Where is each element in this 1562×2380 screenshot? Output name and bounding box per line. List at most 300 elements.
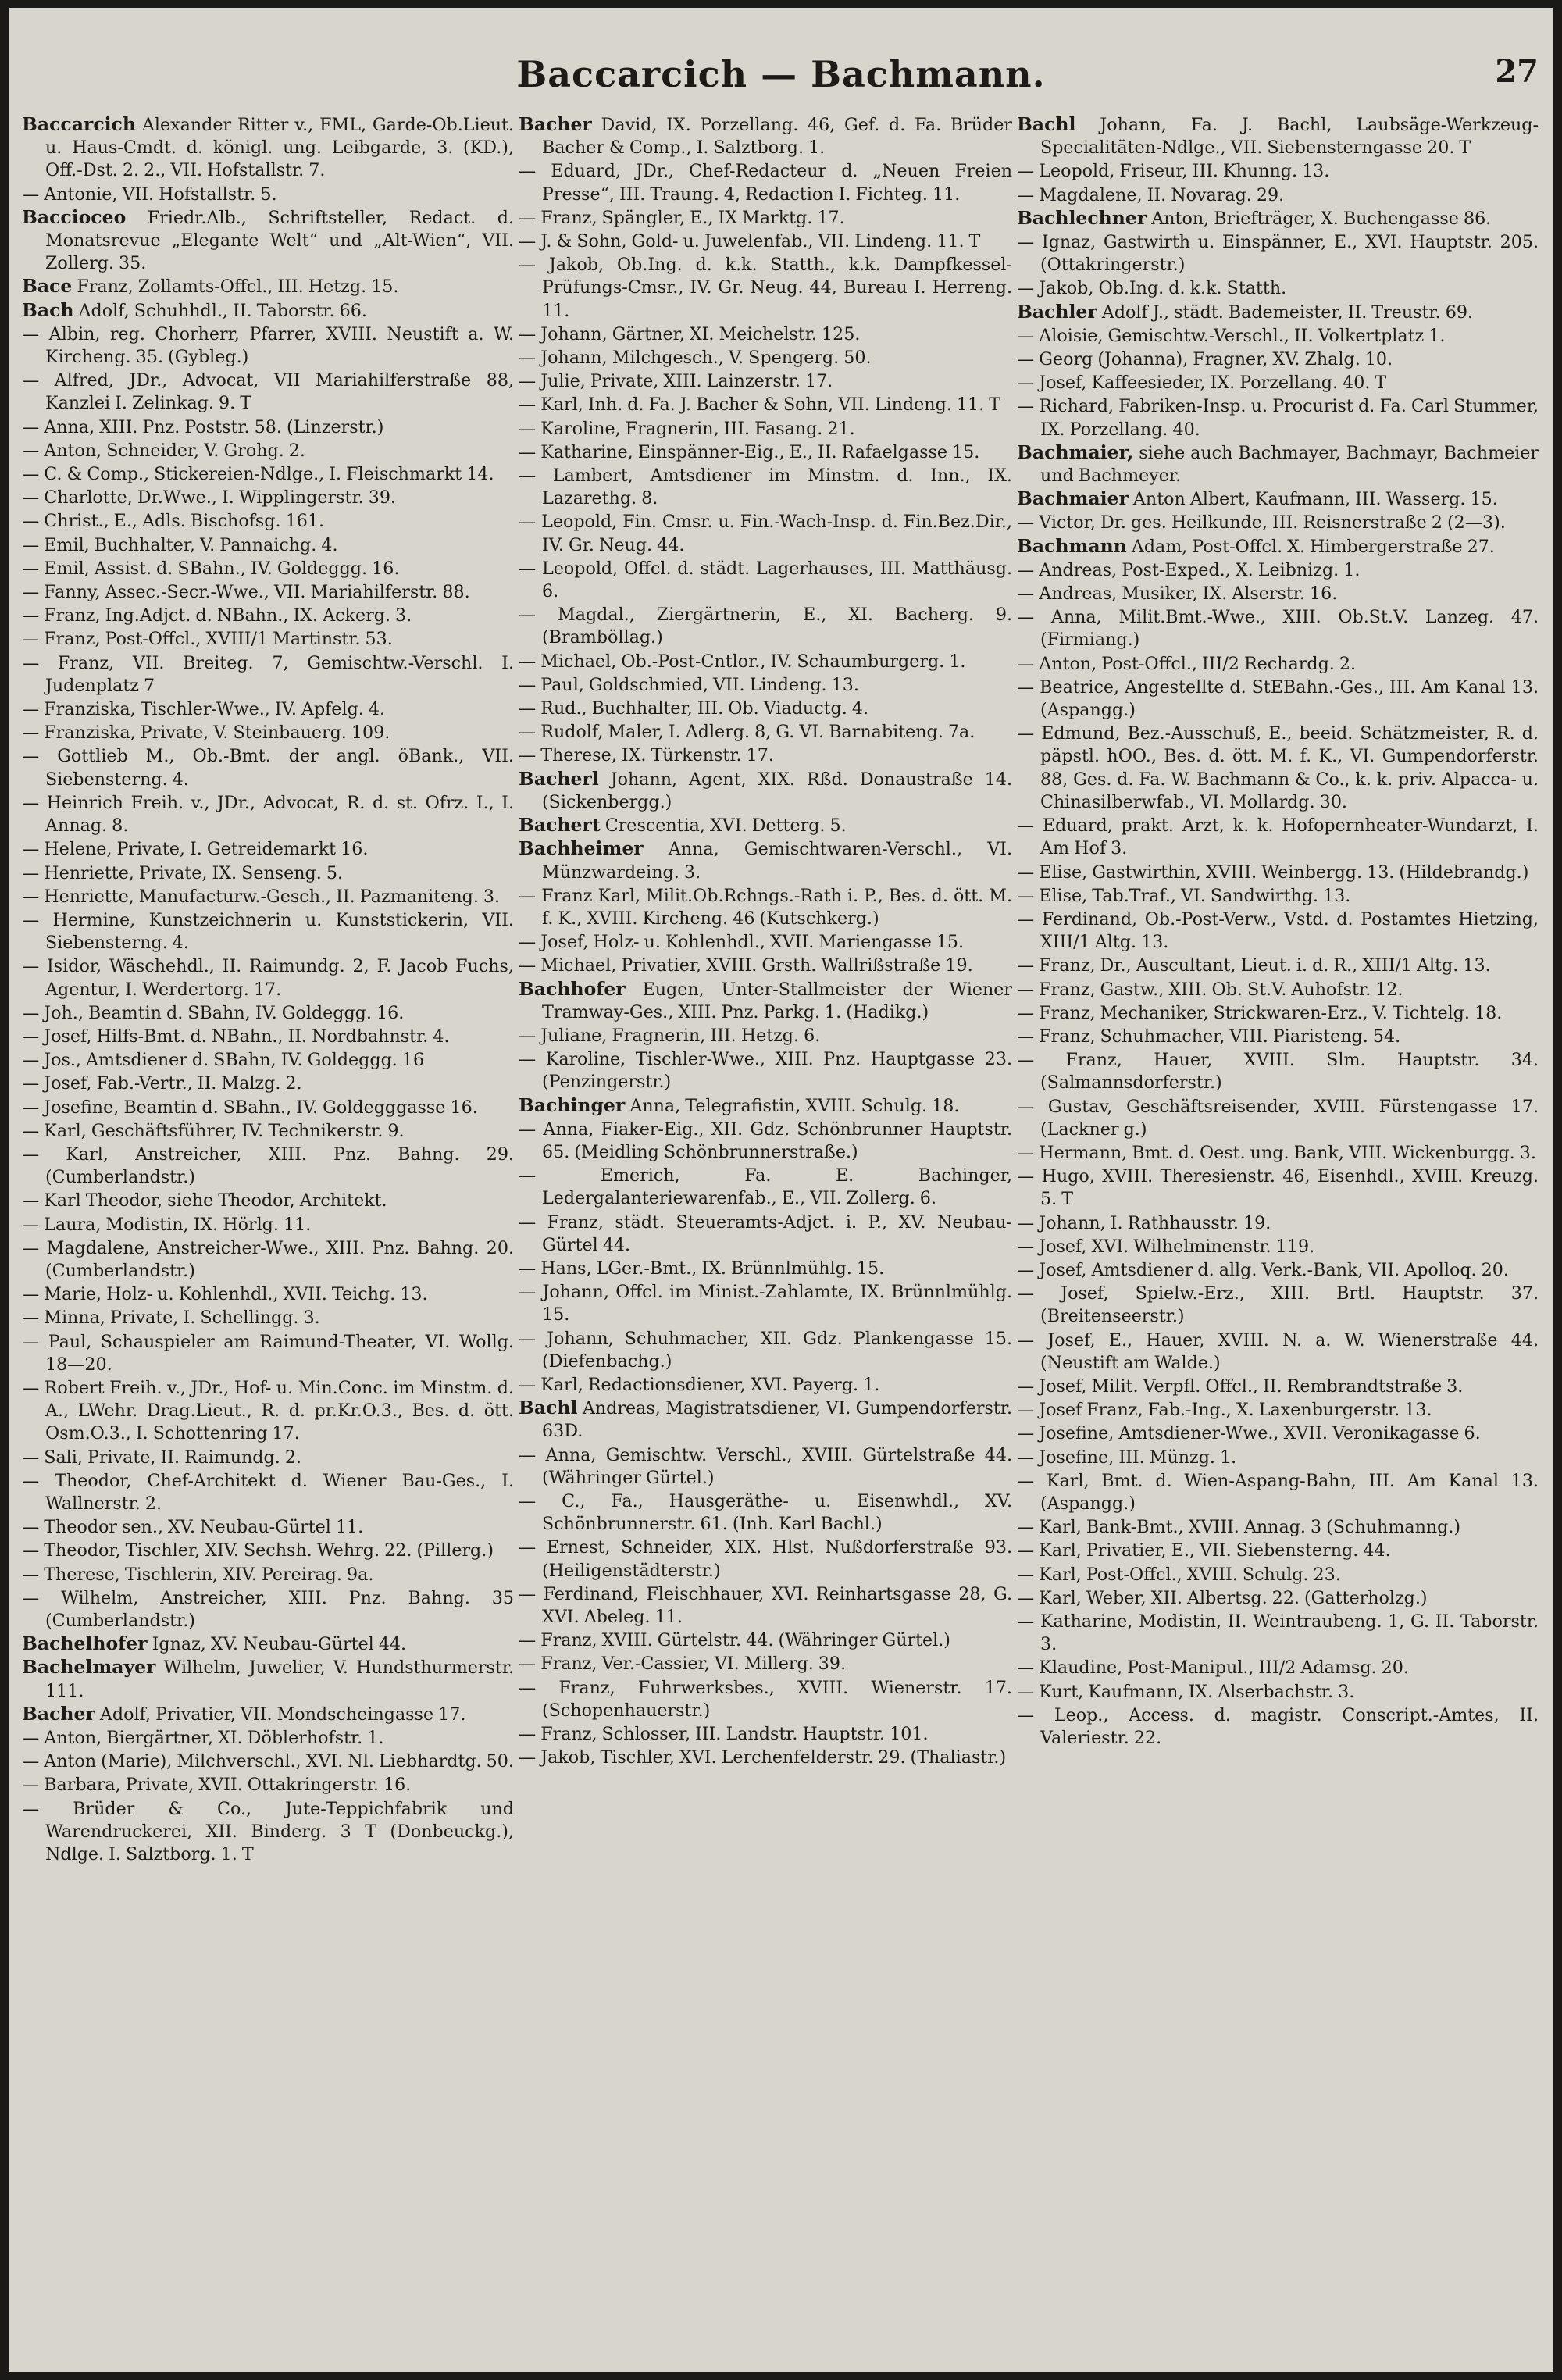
entry-text: — Michael, Privatier, XVIII. Grsth. Wallrißstraße 19. xyxy=(519,955,973,976)
directory-entry xyxy=(519,814,1012,837)
directory-entry xyxy=(22,275,514,298)
entry-text: — Anton, Biergärtner, XI. Döblerhofstr. 1. xyxy=(22,1728,384,1749)
entry-headword: Bachert xyxy=(519,814,601,837)
directory-entry xyxy=(1017,1515,1539,1539)
directory-entry xyxy=(22,369,514,415)
entry-text: Adolf J., städt. Bademeister, II. Treustr. 69. xyxy=(1097,302,1473,323)
entry-text: — Josef, Hilfs-Bmt. d. NBahn., II. Nordbahnstr. 4. xyxy=(22,1026,450,1047)
directory-entry xyxy=(1017,207,1539,230)
directory-entry xyxy=(1017,511,1539,534)
directory-entry xyxy=(22,1330,514,1376)
entry-text: — Josef, Amtsdiener d. allg. Verk.-Bank, VII. Apolloq. 20. xyxy=(1017,1259,1509,1280)
entry-text: — Emerich, Fa. E. Bachinger, Ledergalanteriewarenfab., E., VII. Zollerg. 6. xyxy=(519,1165,1012,1209)
directory-entry xyxy=(1017,978,1539,1001)
directory-entry xyxy=(519,464,1012,510)
entry-text: — Johann, Offcl. im Minist.-Zahlamte, IX. Brünnlmühlg. 15. xyxy=(519,1282,1012,1326)
directory-entry xyxy=(1017,1141,1539,1165)
column-2 xyxy=(519,113,1012,2363)
directory-entry xyxy=(1017,1282,1539,1328)
directory-entry xyxy=(22,651,514,698)
entry-text: — Franz, Schuhmacher, VIII. Piaristeng. 54. xyxy=(1017,1026,1401,1047)
directory-entry xyxy=(519,1164,1012,1210)
entry-text: siehe auch Bachmayer, Bachmayr, Bachmeier und Bachmeyer. xyxy=(1040,442,1539,487)
entry-text: — Jos., Amtsdiener d. SBahn, IV. Goldeggg. 16 xyxy=(22,1050,425,1071)
entry-text: — Lambert, Amtsdiener im Minstm. d. Inn., IX. Lazarethg. 8. xyxy=(519,466,1012,509)
directory-entry xyxy=(519,1652,1012,1675)
directory-entry xyxy=(1017,487,1539,511)
entry-text: — Franz, VII. Breiteg. 7, Gemischtw.-Verschl. I. Judenplatz 7 xyxy=(22,652,514,696)
directory-entry xyxy=(22,206,514,276)
entry-text: — Franz, Dr., Auscultant, Lieut. i. d. R., XIII/1 Altg. 13. xyxy=(1017,955,1491,976)
directory-entry xyxy=(1017,1329,1539,1375)
entry-headword: Bachelhofer xyxy=(22,1632,148,1655)
entry-text: — Leop., Access. d. magistr. Conscript.-Amtes, II. Valeriestr. 22. xyxy=(1017,1704,1539,1749)
directory-entry xyxy=(519,673,1012,697)
entry-headword: Bachmaier xyxy=(1017,487,1129,510)
directory-entry xyxy=(519,1327,1012,1373)
entry-text: — Anton, Schneider, V. Grohg. 2. xyxy=(22,440,305,461)
entry-text: — Ferdinand, Ob.-Post-Verw., Vstd. d. Postamtes Hietzing, XIII/1 Altg. 13. xyxy=(1017,908,1539,953)
directory-entry xyxy=(1017,1398,1539,1422)
entry-text: — C., Fa., Hausgeräthe- u. Eisenwhdl., XV. Schönbrunnerstr. 61. (Inh. Karl Bachl.) xyxy=(519,1490,1012,1535)
entry-text: — Charlotte, Dr.Wwe., I. Wipplingerstr. 39. xyxy=(22,487,397,508)
directory-entry xyxy=(1017,1422,1539,1445)
entry-text: — Franz, Post-Offcl., XVIII/1 Martinstr. 53. xyxy=(22,629,393,650)
entry-text: — Sali, Private, II. Raimundg. 2. xyxy=(22,1447,301,1468)
entry-headword: Bachhofer xyxy=(519,977,626,1000)
directory-entry xyxy=(22,627,514,651)
directory-entry xyxy=(1017,441,1539,487)
entry-text: — Anna, Fiaker-Eig., XII. Gdz. Schönbrunner Hauptstr. 65. (Meidling Schönbrunnerstraße.) xyxy=(519,1119,1012,1162)
entry-text: — Josefine, III. Münzg. 1. xyxy=(1017,1447,1237,1468)
directory-entry xyxy=(519,346,1012,369)
entry-text: — Magdalene, Anstreicher-Wwe., XIII. Pnz. Bahng. 20. (Cumberlandstr.) xyxy=(22,1237,514,1281)
directory-entry xyxy=(1017,394,1539,441)
entry-text: — Edmund, Bez.-Ausschuß, E., beeid. Schätzmeister, R. d. päpstl. hOO., Bes. d. ött. M. f. K., VI. Gumpendorferstr. 88, Ges. d. Fa. W. Bachmann & Co., k. k. priv. Alpacca- u. Chinasilberwfab., VI. Mollardg. 30. xyxy=(1017,723,1539,812)
directory-entry xyxy=(22,862,514,885)
directory-entry xyxy=(22,698,514,721)
directory-entry xyxy=(22,1586,514,1632)
directory-entry xyxy=(519,1094,1012,1118)
entry-text: — Victor, Dr. ges. Heilkunde, III. Reisnerstraße 2 (2—3). xyxy=(1017,512,1506,533)
entry-text: — Josef, Holz- u. Kohlenhdl., XVII. Mariengasse 15. xyxy=(519,932,965,953)
entry-headword: Bachmaier, xyxy=(1017,441,1134,463)
entry-headword: Bachheimer xyxy=(519,837,644,860)
entry-text: — Josef, Milit. Verpfl. Offcl., II. Rembrandtstraße 3. xyxy=(1017,1376,1464,1397)
entry-text: Anton Albert, Kaufmann, III. Wasserg. 15. xyxy=(1128,489,1498,510)
directory-entry xyxy=(519,930,1012,954)
entry-headword: Baccarcich xyxy=(22,113,136,135)
entry-text: — Karl, Weber, XII. Albertsg. 22. (Gatterholzg.) xyxy=(1017,1587,1428,1608)
entry-text: — Anna, Milit.Bmt.-Wwe., XIII. Ob.St.V. Lanzeg. 47. (Firmiang.) xyxy=(1017,607,1539,651)
directory-entry xyxy=(1017,814,1539,860)
entry-text: — Karl, Inh. d. Fa. J. Bacher & Sohn, VII. Lindeng. 11. T xyxy=(519,394,1001,416)
directory-entry xyxy=(22,486,514,509)
entry-text: — Karl, Privatier, E., VII. Siebensterng. 44. xyxy=(1017,1540,1391,1561)
entry-text: — Emil, Buchhalter, V. Pannaichg. 4. xyxy=(22,534,338,555)
entry-text: — Franziska, Tischler-Wwe., IV. Apfelg. 4. xyxy=(22,699,386,720)
entry-text: — Katharine, Einspänner-Eig., E., II. Rafaelgasse 15. xyxy=(519,441,980,462)
entry-text: — Theodor, Chef-Architekt d. Wiener Bau-Ges., I. Wallnerstr. 2. xyxy=(22,1470,514,1514)
directory-entry xyxy=(519,323,1012,346)
directory-entry xyxy=(22,837,514,861)
directory-entry xyxy=(22,113,514,183)
directory-entry xyxy=(1017,1446,1539,1469)
directory-entry xyxy=(519,441,1012,464)
directory-entry xyxy=(1017,159,1539,183)
entry-text: Anna, Gemischtwaren-Verschl., VI. Münzwardeing. 3. xyxy=(542,839,1012,883)
directory-entry xyxy=(519,1722,1012,1746)
entry-text: — Eduard, prakt. Arzt, k. k. Hofopernheater-Wundarzt, I. Am Hof 3. xyxy=(1017,815,1539,859)
directory-entry xyxy=(22,183,514,206)
directory-entry xyxy=(1017,1469,1539,1515)
entry-text: — Karl, Bmt. d. Wien-Aspang-Bahn, III. Am Kanal 13. (Aspangg.) xyxy=(1017,1470,1539,1514)
entry-text: — Laura, Modistin, IX. Hörlg. 11. xyxy=(22,1214,312,1235)
directory-entry xyxy=(519,369,1012,393)
directory-entry xyxy=(22,1446,514,1469)
directory-entry xyxy=(519,1397,1012,1443)
entry-headword: Bacherl xyxy=(519,767,599,790)
directory-entry xyxy=(1017,1165,1539,1211)
entry-text: — Marie, Holz- u. Kohlenhdl., XVII. Teichg. 13. xyxy=(22,1284,428,1305)
entry-text: Anna, Telegrafistin, XVIII. Schulg. 18. xyxy=(625,1095,960,1116)
entry-text: — Theodor sen., XV. Neubau-Gürtel 11. xyxy=(22,1517,364,1538)
directory-entry xyxy=(22,1750,514,1773)
entry-text: — Julie, Private, XIII. Lainzerstr. 17. xyxy=(519,371,833,392)
directory-entry xyxy=(22,299,514,323)
entry-text: — Therese, Tischlerin, XIV. Pereirag. 9a. xyxy=(22,1564,374,1585)
directory-entry xyxy=(1017,371,1539,394)
directory-entry xyxy=(1017,1025,1539,1048)
entry-text: — Karl, Post-Offcl., XVIII. Schulg. 23. xyxy=(1017,1564,1341,1585)
entry-text: Ignaz, XV. Neubau-Gürtel 44. xyxy=(147,1634,407,1655)
directory-entry xyxy=(519,650,1012,673)
directory-entry xyxy=(1017,1680,1539,1704)
directory-entry xyxy=(22,1563,514,1586)
entry-text: — Paul, Goldschmied, VII. Lindeng. 13. xyxy=(519,674,859,695)
entry-text: — Josef, Spielw.-Erz., XIII. Brtl. Hauptstr. 37. (Breitenseerstr.) xyxy=(1017,1283,1539,1327)
directory-entry xyxy=(519,837,1012,883)
directory-entry xyxy=(22,1072,514,1095)
directory-entry xyxy=(1017,1235,1539,1258)
entry-text: — Franz, Ing.Adjct. d. NBahn., IX. Ackerg. 3. xyxy=(22,605,412,626)
entry-text: — Albin, reg. Chorherr, Pfarrer, XVIII. Neustift a. W. Kircheng. 35. (Gybleg.) xyxy=(22,323,514,368)
entry-text: Franz, Zollamts-Offcl., III. Hetzg. 15. xyxy=(72,277,399,298)
entry-headword: Bacher xyxy=(22,1702,95,1725)
entry-text: Johann, Agent, XIX. Rßd. Donaustraße 14. (Sickenbergg.) xyxy=(542,769,1012,812)
directory-entry xyxy=(1017,861,1539,884)
entry-text: — Ferdinand, Fleischhauer, XVI. Reinhartsgasse 28, G. XVI. Abeleg. 11. xyxy=(519,1583,1012,1627)
directory-entry xyxy=(22,1143,514,1189)
directory-entry xyxy=(519,510,1012,556)
entry-text: — Franziska, Private, V. Steinbauerg. 109. xyxy=(22,723,390,744)
entry-text: — Josef, E., Hauer, XVIII. N. a. W. Wienerstraße 44. (Neustift am Walde.) xyxy=(1017,1329,1539,1373)
entry-text: — Franz Karl, Milit.Ob.Rchngs.-Rath i. P., Bes. d. ött. M. f. K., XVIII. Kircheng. 46 (Kutschkerg.) xyxy=(519,885,1012,929)
entry-text: — Franz, Gastw., XIII. Ob. St.V. Auhofstr. 12. xyxy=(1017,979,1403,1000)
directory-entry xyxy=(22,1306,514,1329)
entry-text: — Josefine, Amtsdiener-Wwe., XVII. Veronikagasse 6. xyxy=(1017,1423,1481,1444)
directory-entry xyxy=(1017,230,1539,277)
directory-entry xyxy=(22,1703,514,1726)
entry-text: — Karl, Redactionsdiener, XVI. Payerg. 1. xyxy=(519,1374,880,1395)
directory-entry xyxy=(1017,301,1539,324)
directory-entry xyxy=(519,253,1012,323)
directory-entry xyxy=(22,954,514,1001)
entry-text: — Anna, Gemischtw. Verschl., XVIII. Gürtelstraße 44. (Währinger Gürtel.) xyxy=(519,1444,1012,1488)
entry-text: — Leopold, Friseur, III. Khunng. 13. xyxy=(1017,161,1330,182)
entry-headword: Bachler xyxy=(1017,300,1097,323)
entry-text: — Gottlieb M., Ob.-Bmt. der angl. öBank., VII. Siebensterng. 4. xyxy=(22,746,514,790)
entry-text: — Ignaz, Gastwirth u. Einspänner, E., XVI. Hauptstr. 205. (Ottakringerstr.) xyxy=(1017,232,1539,276)
directory-entry xyxy=(22,1632,514,1656)
entry-text: — Johann, Milchgesch., V. Spengerg. 50. xyxy=(519,348,872,369)
page-title: Baccarcich — Bachmann. xyxy=(516,53,1046,95)
directory-entry xyxy=(519,720,1012,744)
entry-text: — Franz, Spängler, E., IX Marktg. 17. xyxy=(519,207,845,228)
entry-text: — Andreas, Post-Exped., X. Leibnizg. 1. xyxy=(1017,559,1361,580)
entry-text: — Josef, Fab.-Vertr., II. Malzg. 2. xyxy=(22,1073,302,1094)
directory-entry xyxy=(22,1469,514,1515)
directory-entry xyxy=(519,1536,1012,1582)
directory-entry xyxy=(519,768,1012,814)
directory-entry xyxy=(1017,1586,1539,1610)
directory-entry xyxy=(1017,348,1539,371)
entry-text: — Aloisie, Gemischtw.-Verschl., II. Volkertplatz 1. xyxy=(1017,325,1446,346)
entry-text: — Andreas, Musiker, IX. Alserstr. 16. xyxy=(1017,583,1338,605)
directory-entry xyxy=(1017,1001,1539,1025)
entry-text: — Minna, Private, I. Schellingg. 3. xyxy=(22,1308,320,1329)
entry-text: — Brüder & Co., Jute-Teppichfabrik und Warendruckerei, XII. Binderg. 3 T (Donbeuckg.), Ndlge. I. Salztborg. 1. T xyxy=(22,1798,514,1865)
directory-entry xyxy=(519,744,1012,767)
directory-entry xyxy=(519,159,1012,205)
directory-entry xyxy=(1017,605,1539,651)
directory-entry xyxy=(1017,1375,1539,1398)
directory-entry xyxy=(22,1539,514,1562)
entry-text: — Jakob, Ob.Ing. d. k.k. Statth., k.k. Dampfkessel-Prüfungs-Cmsr., IV. Gr. Neug. 44, Bureau I. Herreng. 11. xyxy=(519,255,1012,321)
directory-entry xyxy=(1017,1539,1539,1562)
entry-text: — Josefine, Beamtin d. SBahn., IV. Goldegggasse 16. xyxy=(22,1097,478,1118)
entry-headword: Baccioceo xyxy=(22,205,127,228)
directory-entry xyxy=(1017,184,1539,207)
directory-entry xyxy=(22,1001,514,1025)
directory-entry xyxy=(1017,722,1539,814)
entry-text: — Franz, Fuhrwerksbes., XVIII. Wienerstr. 17. (Schopenhauerstr.) xyxy=(519,1677,1012,1721)
entry-text: — Leopold, Fin. Cmsr. u. Fin.-Wach-Insp. d. Fin.Bez.Dir., IV. Gr. Neug. 44. xyxy=(519,512,1012,555)
directory-entry xyxy=(519,884,1012,930)
directory-entry xyxy=(1017,1095,1539,1141)
directory-entry xyxy=(22,580,514,604)
entry-text: — Jakob, Ob.Ing. d. k.k. Statth. xyxy=(1017,278,1287,299)
directory-entry xyxy=(1017,558,1539,582)
entry-text: — Gustav, Geschäftsreisender, XVIII. Fürstengasse 17. (Lackner g.) xyxy=(1017,1096,1539,1140)
entry-text: Adolf, Schuhhdl., II. Taborstr. 66. xyxy=(73,300,367,321)
entry-text: — Georg (Johanna), Fragner, XV. Zhalg. 10. xyxy=(1017,349,1393,370)
directory-entry xyxy=(22,1119,514,1143)
entry-headword: Bachelmayer xyxy=(22,1656,156,1679)
entry-text: — Anton (Marie), Milchverschl., XVI. Nl. Liebhardtg. 50. xyxy=(22,1751,514,1772)
entry-headword: Bacher xyxy=(519,113,592,135)
entry-text: Adam, Post-Offcl. X. Himbergerstraße 27. xyxy=(1126,536,1495,557)
page-number: 27 xyxy=(1495,53,1539,90)
entry-text: David, IX. Porzellang. 46, Gef. d. Fa. Brüder Bacher & Comp., I. Salztborg. 1. xyxy=(542,115,1012,159)
directory-entry xyxy=(1017,582,1539,605)
directory-entry xyxy=(519,978,1012,1024)
entry-text: Adolf, Privatier, VII. Mondscheingasse 17. xyxy=(95,1704,466,1725)
directory-entry xyxy=(22,744,514,790)
directory-entry xyxy=(22,1773,514,1797)
directory-entry xyxy=(22,416,514,439)
directory-entry xyxy=(1017,1563,1539,1586)
entry-headword: Bachmann xyxy=(1017,534,1127,557)
entry-headword: Bachinger xyxy=(519,1094,626,1116)
entry-text: — Anna, XIII. Pnz. Poststr. 58. (Linzerstr.) xyxy=(22,416,384,437)
entry-text: — Hermann, Bmt. d. Oest. ung. Bank, VIII. Wickenburgg. 3. xyxy=(1017,1142,1536,1163)
entry-text: — Michael, Ob.-Post-Cntlor., IV. Schaumburgerg. 1. xyxy=(519,651,966,672)
directory-entry xyxy=(22,1656,514,1702)
directory-entry xyxy=(519,1257,1012,1280)
entry-text: — Henriette, Manufacturw.-Gesch., II. Pazmaniteng. 3. xyxy=(22,886,501,907)
directory-entry xyxy=(22,509,514,533)
directory-entry xyxy=(22,557,514,580)
entry-text: — Antonie, VII. Hofstallstr. 5. xyxy=(22,184,277,205)
entry-text: — Beatrice, Angestellte d. StEBahn.-Ges., III. Am Kanal 13. (Aspangg.) xyxy=(1017,676,1539,721)
directory-page xyxy=(9,8,1553,2372)
entry-text: — J. & Sohn, Gold- u. Juwelenfab., VII. Lindeng. 11. T xyxy=(519,231,981,252)
entry-text: — Christ., E., Adls. Bischofsg. 161. xyxy=(22,511,325,532)
directory-entry xyxy=(519,1024,1012,1047)
entry-text: — Josef, Kaffeesieder, IX. Porzellang. 40. T xyxy=(1017,373,1387,394)
directory-entry xyxy=(1017,954,1539,977)
entry-text: — C. & Comp., Stickereien-Ndlge., I. Fleischmarkt 14. xyxy=(22,464,494,485)
entry-text: — Elise, Tab.Traf., VI. Sandwirthg. 13. xyxy=(1017,885,1351,906)
directory-entry xyxy=(1017,1656,1539,1679)
directory-entry xyxy=(519,557,1012,603)
entry-headword: Bachl xyxy=(1017,113,1076,135)
directory-entry xyxy=(22,1376,514,1446)
entry-text: Alexander Ritter v., FML, Garde-Ob.Lieut. u. Haus-Cmdt. d. königl. ung. Leibgarde, 3. (KD.), Off.-Dst. 2. 2., VII. Hofstallstr. 7. xyxy=(45,115,514,181)
directory-entry xyxy=(519,1490,1012,1536)
entry-text: — Franz, Mechaniker, Strickwaren-Erz., V. Tichtelg. 18. xyxy=(1017,1002,1503,1023)
directory-entry xyxy=(1017,1610,1539,1656)
entry-text: — Richard, Fabriken-Insp. u. Procurist d. Fa. Carl Stummer, IX. Porzellang. 40. xyxy=(1017,396,1539,440)
directory-entry xyxy=(519,417,1012,441)
column-3 xyxy=(1017,113,1539,2363)
directory-entry xyxy=(22,791,514,837)
directory-entry xyxy=(22,908,514,954)
entry-text: — Hugo, XVIII. Theresienstr. 46, Eisenhdl., XVIII. Kreuzg. 5. T xyxy=(1017,1166,1539,1210)
entry-text: — Magdal., Ziergärtnerin, E., XI. Bacherg. 9. (Bramböllag.) xyxy=(519,605,1012,648)
directory-entry xyxy=(1017,1258,1539,1282)
entry-text: — Hermine, Kunstzeichnerin u. Kunststickerin, VII. Siebensterng. 4. xyxy=(22,909,514,954)
directory-entry xyxy=(1017,1704,1539,1750)
entry-text: Eugen, Unter-Stallmeister der Wiener Tramway-Ges., XIII. Pnz. Parkg. 1. (Hadikg.) xyxy=(542,979,1012,1022)
directory-entry xyxy=(519,603,1012,649)
entry-text: — Franz, XVIII. Gürtelstr. 44. (Währinger Gürtel.) xyxy=(519,1630,950,1651)
entry-text: — Karl, Anstreicher, XIII. Pnz. Bahng. 29. (Cumberlandstr.) xyxy=(22,1144,514,1188)
directory-entry xyxy=(22,1025,514,1048)
directory-entry xyxy=(22,1096,514,1119)
entry-text: — Rud., Buchhalter, III. Ob. Viaductg. 4. xyxy=(519,698,869,719)
entry-text: — Robert Freih. v., JDr., Hof- u. Min.Conc. im Minstm. d. A., LWehr. Drag.Lieut., R. d. pr.Kr.O.3., Bes. d. ött. Osm.O.3., I. Schottenring 17. xyxy=(22,1377,514,1444)
entry-text: — Barbara, Private, XVII. Ottakringerstr. 16. xyxy=(22,1775,412,1796)
entry-text: — Klaudine, Post-Manipul., III/2 Adamsg. 20. xyxy=(1017,1657,1409,1679)
entry-text: — Karoline, Fragnerin, III. Fasang. 21. xyxy=(519,418,855,439)
directory-entry xyxy=(22,439,514,462)
entry-text: — Leopold, Offcl. d. städt. Lagerhauses, III. Matthäusg. 6. xyxy=(519,558,1012,602)
entry-text: — Therese, IX. Türkenstr. 17. xyxy=(519,745,774,766)
entry-text: — Wilhelm, Anstreicher, XIII. Pnz. Bahng. 35 (Cumberlandstr.) xyxy=(22,1587,514,1631)
entry-text: — Magdalene, II. Novarag. 29. xyxy=(1017,184,1285,205)
entry-text: — Ernest, Schneider, XIX. Hlst. Nußdorferstraße 93. (Heiligenstädterstr.) xyxy=(519,1537,1012,1581)
directory-entry xyxy=(1017,113,1539,159)
directory-entry xyxy=(519,1583,1012,1629)
entry-text: — Juliane, Fragnerin, III. Hetzg. 6. xyxy=(519,1025,821,1046)
directory-entry xyxy=(22,604,514,627)
entry-text: — Karl, Geschäftsführer, IV. Technikerstr. 9. xyxy=(22,1120,405,1141)
directory-entry xyxy=(1017,324,1539,348)
entry-text: — Johann, Schuhmacher, XII. Gdz. Plankengasse 15. (Diefenbachg.) xyxy=(519,1328,1012,1372)
directory-entry xyxy=(519,1373,1012,1397)
entry-headword: Bachl xyxy=(519,1397,578,1419)
directory-entry xyxy=(519,393,1012,416)
directory-entry xyxy=(1017,535,1539,558)
directory-entry xyxy=(22,533,514,557)
entry-text: — Jakob, Tischler, XVI. Lerchenfelderstr. 29. (Thaliastr.) xyxy=(519,1747,1007,1768)
entry-text: — Fanny, Assec.-Secr.-Wwe., VII. Mariahilferstr. 88. xyxy=(22,582,470,603)
directory-entry xyxy=(519,1047,1012,1094)
entry-text: — Elise, Gastwirthin, XVIII. Weinbergg. 13. (Hildebrandg.) xyxy=(1017,862,1529,883)
entry-text: — Johann, I. Rathhausstr. 19. xyxy=(1017,1212,1271,1233)
entry-text: — Josef Franz, Fab.-Ing., X. Laxenburgerstr. 13. xyxy=(1017,1400,1432,1421)
directory-entry xyxy=(22,1797,514,1867)
entry-text: — Karl, Bank-Bmt., XVIII. Annag. 3 (Schuhmanng.) xyxy=(1017,1517,1461,1538)
directory-entry xyxy=(22,1236,514,1283)
entry-text: — Anton, Post-Offcl., III/2 Rechardg. 2. xyxy=(1017,653,1357,674)
entry-text: Crescentia, XVI. Detterg. 5. xyxy=(600,815,847,837)
entry-text: — Theodor, Tischler, XIV. Sechsh. Wehrg. 22. (Pillerg.) xyxy=(22,1540,494,1561)
entry-text: — Isidor, Wäschehdl., II. Raimundg. 2, F. Jacob Fuchs, Agentur, I. Werdertorg. 17. xyxy=(22,956,514,1000)
directory-entry xyxy=(519,697,1012,720)
directory-entry xyxy=(22,1515,514,1539)
directory-entry xyxy=(1017,652,1539,676)
entry-text: Andreas, Magistratsdiener, VI. Gumpendorferstr. 63D. xyxy=(542,1398,1012,1442)
directory-entry xyxy=(22,1213,514,1236)
directory-entry xyxy=(22,462,514,486)
directory-entry xyxy=(1017,277,1539,300)
directory-entry xyxy=(519,1746,1012,1769)
directory-entry xyxy=(1017,1048,1539,1094)
entry-text: — Franz, Ver.-Cassier, VI. Millerg. 39. xyxy=(519,1654,847,1675)
directory-entry xyxy=(22,885,514,908)
entry-text: — Paul, Schauspieler am Raimund-Theater, VI. Wollg. 18—20. xyxy=(22,1331,514,1375)
entry-text: — Emil, Assist. d. SBahn., IV. Goldeggg. 16. xyxy=(22,558,400,579)
entry-text: — Kurt, Kaufmann, IX. Alserbachstr. 3. xyxy=(1017,1681,1355,1702)
directory-entry xyxy=(519,1629,1012,1652)
directory-entry xyxy=(519,1118,1012,1164)
directory-entry xyxy=(519,206,1012,230)
directory-entry xyxy=(519,1211,1012,1257)
directory-entry xyxy=(22,1189,514,1212)
entry-text: Friedr.Alb., Schriftsteller, Redact. d. Monatsrevue „Elegante Welt“ und „Alt-Wien“, VII. Zollerg. 35. xyxy=(45,207,514,274)
entry-text: — Karl Theodor, siehe Theodor, Architekt. xyxy=(22,1190,387,1211)
entry-text: — Franz, Hauer, XVIII. Slm. Hauptstr. 34. (Salmannsdorferstr.) xyxy=(1017,1050,1539,1094)
entry-headword: Bach xyxy=(22,298,74,321)
entry-text: — Rudolf, Maler, I. Adlerg. 8, G. VI. Barnabiteng. 7a. xyxy=(519,722,975,743)
directory-entry xyxy=(1017,1211,1539,1235)
entry-text: — Helene, Private, I. Getreidemarkt 16. xyxy=(22,839,369,860)
entry-text: — Alfred, JDr., Advocat, VII Mariahilferstraße 88, Kanzlei I. Zelinkag. 9. T xyxy=(22,370,514,414)
entry-headword: Bace xyxy=(22,275,73,298)
